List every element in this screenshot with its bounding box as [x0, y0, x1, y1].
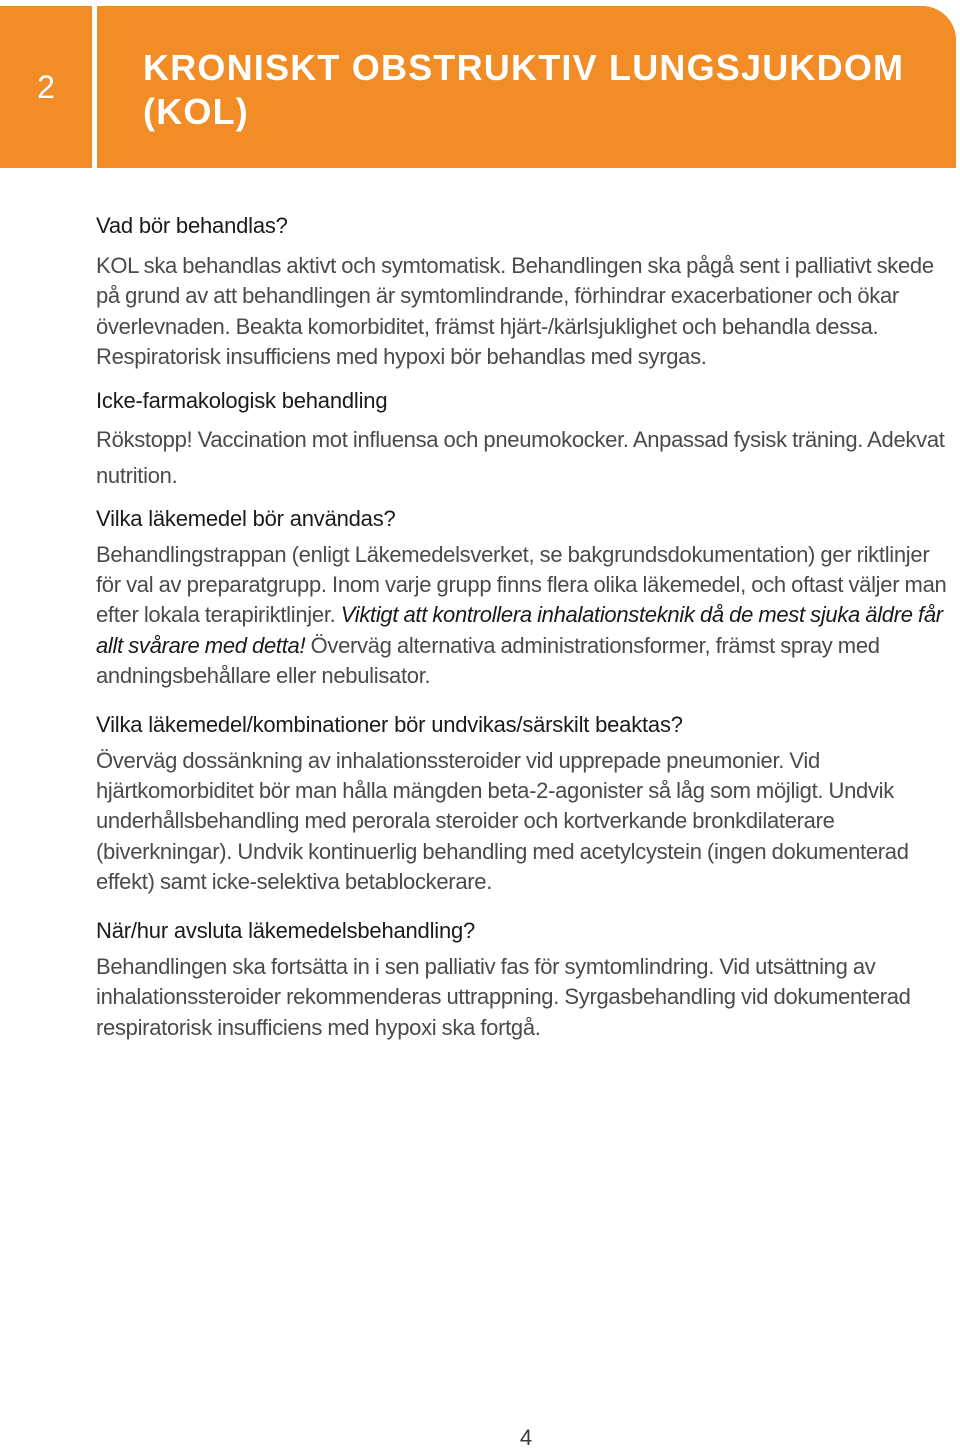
chapter-number-box: [0, 6, 92, 168]
chapter-title-line-1: KRONISKT OBSTRUKTIV LUNGSJUKDOM: [143, 47, 905, 88]
section-text-which-drugs-outro: Överväg alternativa administrationsformer, främst spray med andningsbehållare eller nebulisator.: [96, 632, 880, 689]
section-text-which-drugs: [96, 540, 958, 692]
section-heading-avoid-combinations: Vilka läkemedel/kombinationer bör undvikas/särskilt beaktas?: [96, 711, 683, 737]
chapter-header: [0, 6, 960, 168]
chapter-title-line-2: (KOL): [143, 91, 249, 132]
chapter-title-box: [97, 6, 956, 168]
section-text-non-pharmacological: Rökstopp! Vaccination mot influensa och pneumokocker. Anpassad fysisk träning. Adekvat nutrition.: [96, 426, 945, 488]
section-text-what-to-treat: KOL ska behandlas aktivt och symtomatisk. Behandlingen ska pågå sent i palliativt skede på grund av att behandlingen är symtomlindrande, förhindrar exacerbationer och ökar överlevnaden. Beakta komorbiditet, främst hjärt-/kärlsjuklighet och behandla dessa. Respiratorisk insufficiens med hypoxi bör behandlas med syrgas.: [96, 253, 934, 370]
section-text-which-drugs-emphasis: Viktigt att kontrollera inhalationsteknik då de mest sjuka äldre får allt svårare med detta!: [96, 602, 943, 658]
chapter-title: [143, 46, 923, 134]
section-text-avoid-combinations: Överväg dossänkning av inhalationssteroider vid upprepade pneumonier. Vid hjärtkomorbiditet bör man hålla mängden beta-2-agonister så låg som möjligt. Undvik underhållsbehandling med perorala steroider och kortverkande bronkdilaterare (biverkningar). Undvik kontinuerlig behandling med acetylcystein (ingen dokumenterad effekt) samt icke-selektiva betablockerare.: [96, 747, 909, 895]
page-number: 4: [519, 1425, 533, 1450]
section-heading-non-pharmacological: Icke-farmakologisk behandling: [96, 387, 388, 413]
document-body: [96, 209, 958, 1043]
section-heading-which-drugs: Vilka läkemedel bör användas?: [96, 505, 396, 531]
section-heading-when-to-stop: När/hur avsluta läkemedelsbehandling?: [96, 917, 476, 943]
section-text-which-drugs-intro: Behandlingstrappan (enligt Läkemedelsverket, se bakgrundsdokumentation) ger riktlinjer för val av preparatgrupp. Inom varje grupp finns flera olika läkemedel, och oftast väljer man efter lokala terapiriktlinjer.: [96, 541, 947, 628]
chapter-number: 2: [37, 68, 55, 105]
section-text-when-to-stop: Behandlingen ska fortsätta in i sen palliativ fas för symtomlindring. Vid utsättning av inhalationssteroider rekommenderas uttrappning. Syrgasbehandling vid dokumenterad respiratorisk insufficiens med hypoxi ska fortgå.: [96, 953, 911, 1040]
section-heading-what-to-treat: Vad bör behandlas?: [96, 213, 288, 238]
